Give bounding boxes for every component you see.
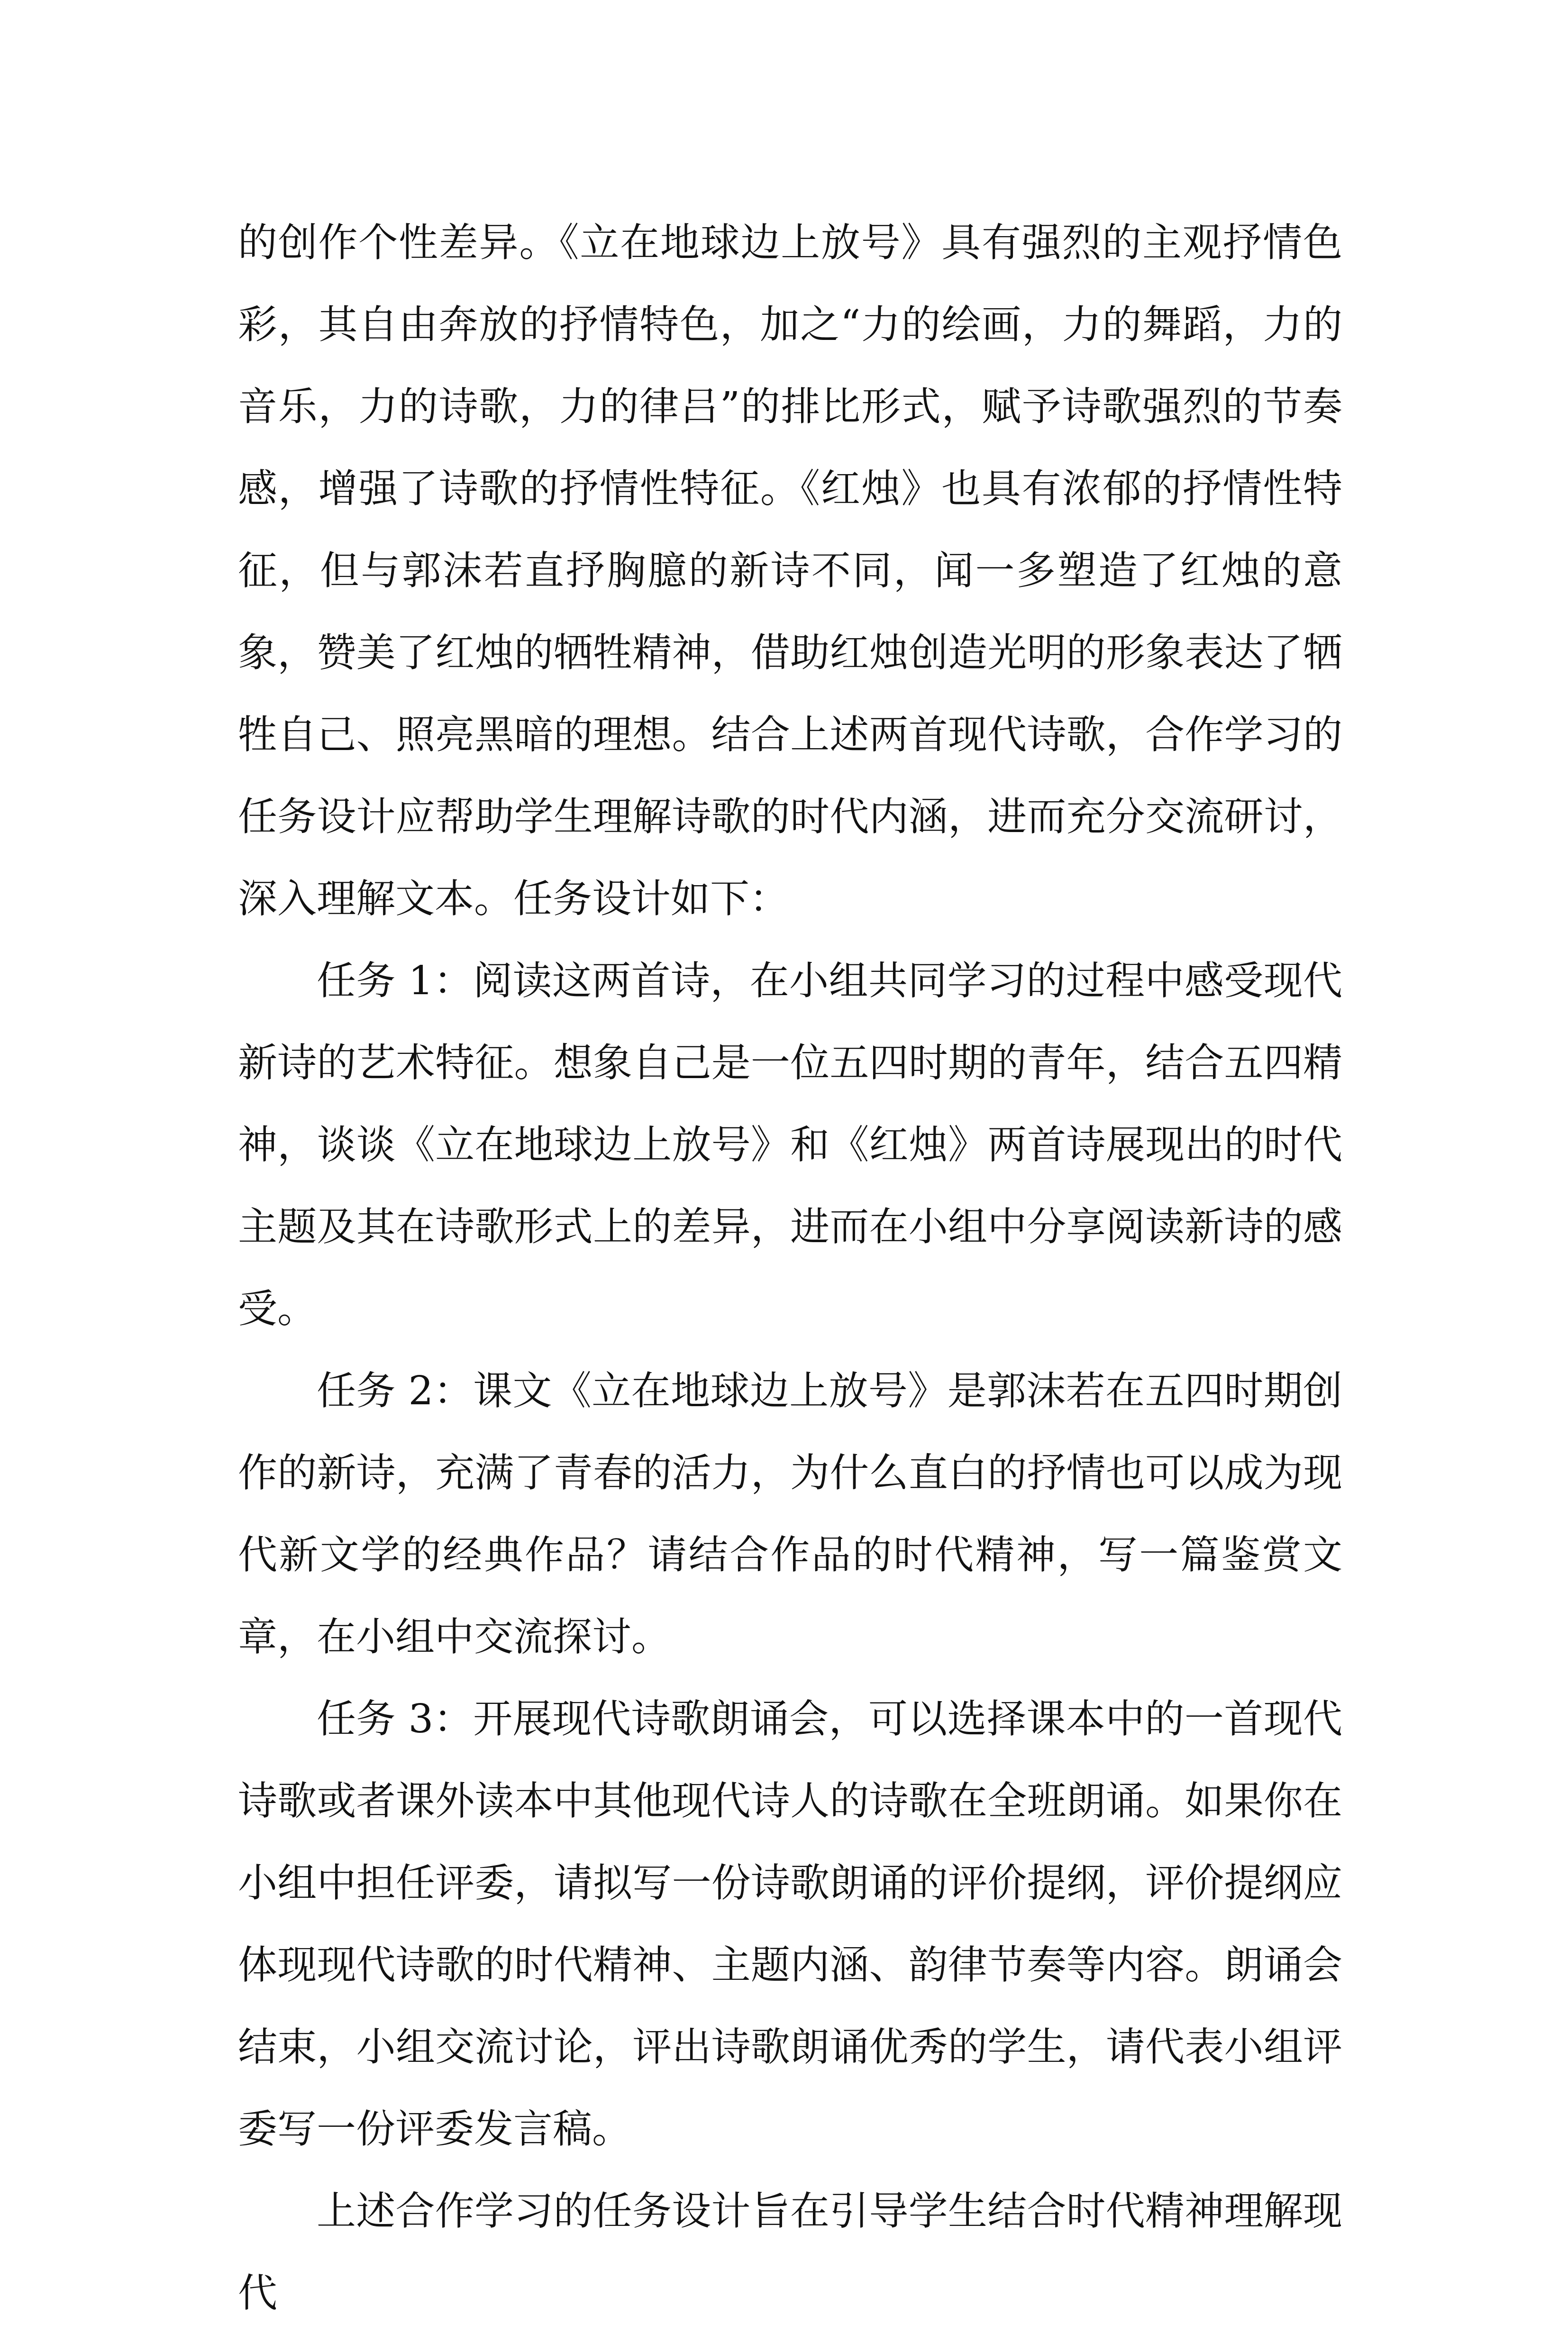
- paragraph-continued: 的创作个性差异。《立在地球边上放号》具有强烈的主观抒情色彩，其自由奔放的抒情特色，加之“力的绘画，力的舞蹈，力的音乐，力的诗歌，力的律吕”的排比形式，赋予诗歌强烈的节奏感，增强了诗歌的抒情性特征。《红烛》也具有浓郁的抒情性特征，但与郭沫若直抒胸臆的新诗不同，闻一多塑造了红烛的意象，赞美了红烛的牺牲精神，借助红烛创造光明的形象表达了牺牲自己、照亮黑暗的理想。结合上述两首现代诗歌，合作学习的任务设计应帮助学生理解诗歌的时代内涵，进而充分交流研讨，深入理解文本。任务设计如下：: [238, 220, 1342, 922]
- paragraph-summary: 上述合作学习的任务设计旨在引导学生结合时代精神理解现代: [238, 2188, 1342, 2316]
- paragraph-task-1: 任务 1：阅读这两首诗，在小组共同学习的过程中感受现代新诗的艺术特征。想象自己是一位五四时期的青年，结合五四精神，谈谈《立在地球边上放号》和《红烛》两首诗展现出的时代主题及其在诗歌形式上的差异，进而在小组中分享阅读新诗的感受。: [238, 958, 1342, 1332]
- paragraph-task-3: 任务 3：开展现代诗歌朗诵会，可以选择课本中的一首现代诗歌或者课外读本中其他现代诗人的诗歌在全班朗诵。如果你在小组中担任评委，请拟写一份诗歌朗诵的评价提纲，评价提纲应体现现代诗歌的时代精神、主题内涵、韵律节奏等内容。朗诵会结束，小组交流讨论，评出诗歌朗诵优秀的学生，请代表小组评委写一份评委发言稿。: [238, 1696, 1342, 2152]
- document-body: [238, 201, 1342, 2334]
- paragraph-task-2: 任务 2：课文《立在地球边上放号》是郭沫若在五四时期创作的新诗，充满了青春的活力，为什么直白的抒情也可以成为现代新文学的经典作品？请结合作品的时代精神，写一篇鉴赏文章，在小组中交流探讨。: [238, 1368, 1342, 1660]
